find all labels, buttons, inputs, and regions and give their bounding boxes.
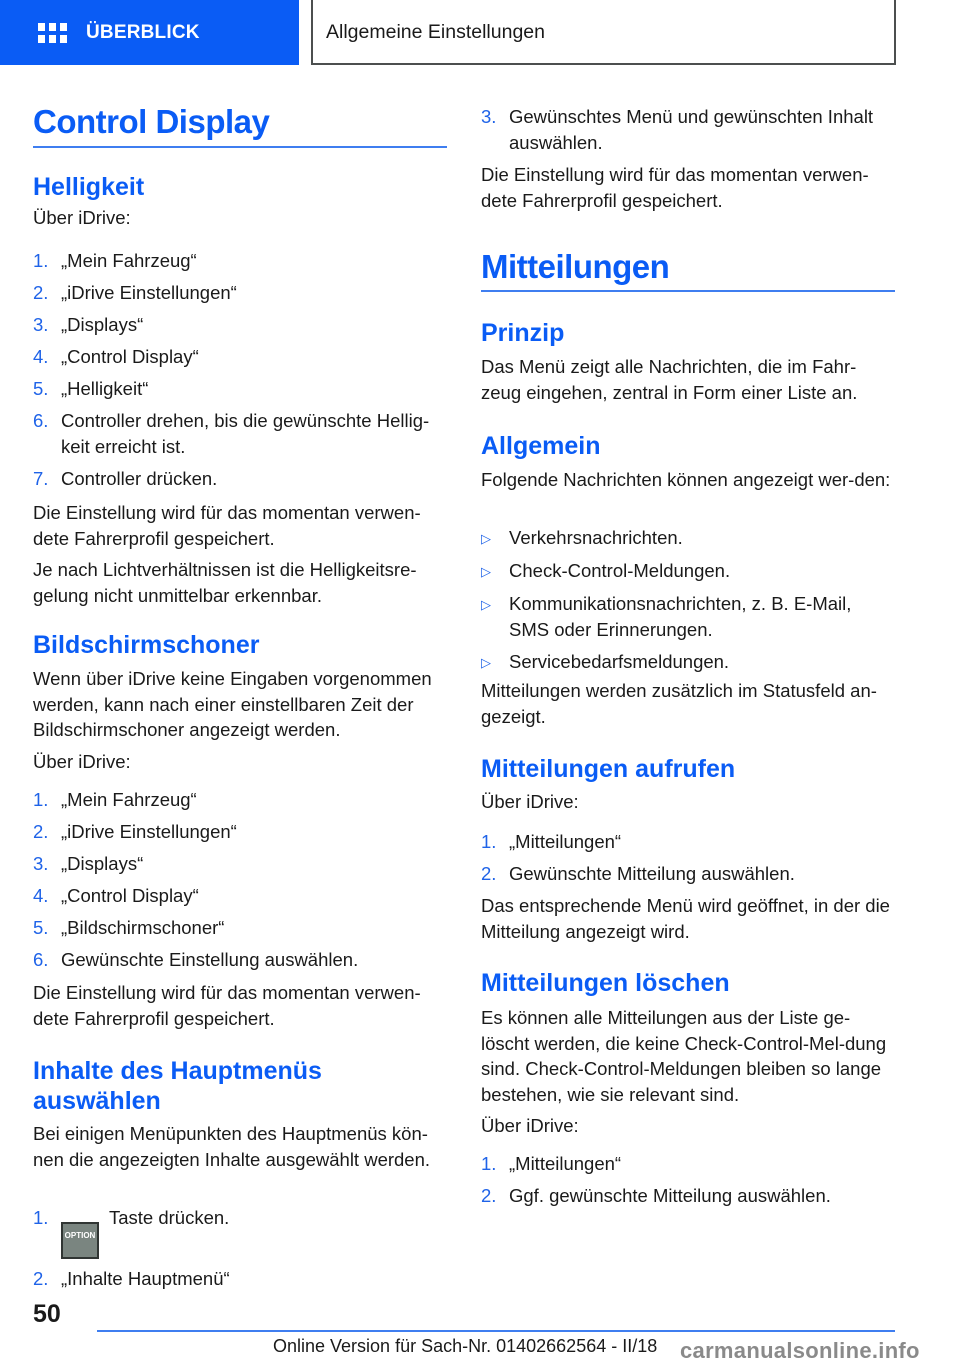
page-number: 50 xyxy=(33,1300,61,1328)
list-item: 4. „Control Display“ xyxy=(33,885,199,906)
breadcrumb[interactable] xyxy=(311,0,896,65)
hauptmenue-steps xyxy=(33,1205,447,1291)
helligkeit-note-2: Je nach Lichtverhältnissen ist die Helligkeitsre-gelung nicht unmittelbar erkennbar. xyxy=(33,559,417,606)
footer-rule xyxy=(97,1330,895,1332)
breadcrumb-label: Allgemeine Einstellungen xyxy=(326,21,545,43)
list-item: 6. Gewünschte Einstellung auswählen. xyxy=(33,949,359,970)
loeschen-via: Über iDrive: xyxy=(481,1115,579,1136)
section-heading-hauptmenue: Inhalte des Hauptmenüs auswählen xyxy=(33,1057,322,1115)
overview-tab-label: ÜBERBLICK xyxy=(86,21,200,43)
bildschirmschoner-intro: Wenn über iDrive keine Eingaben vorgenommen werden, kann nach einer einstellbaren Zeit der Bildschirmschoner angezeigt werden. xyxy=(33,668,432,740)
loeschen-steps xyxy=(481,1151,895,1209)
section-heading-prinzip: Prinzip xyxy=(481,319,565,347)
list-item: 5. „Bildschirmschoner“ xyxy=(33,917,225,938)
allgemein-intro: Folgende Nachrichten können angezeigt wer-den: xyxy=(481,469,891,490)
section-heading-loeschen: Mitteilungen löschen xyxy=(481,969,730,997)
list-item: 1. „Mein Fahrzeug“ xyxy=(33,789,197,810)
list-item: ▷ Servicebedarfsmeldungen. xyxy=(481,649,895,676)
section-title-mitteilungen: Mitteilungen xyxy=(481,248,670,285)
overview-tab[interactable] xyxy=(0,0,299,65)
list-item: 2. „iDrive Einstellungen“ xyxy=(33,821,237,842)
list-item: 3. „Displays“ xyxy=(33,314,144,335)
option-button-icon: OPTION xyxy=(61,1222,99,1259)
grid-icon xyxy=(38,23,66,43)
list-item: ▷ Kommunikationsnachrichten, z. B. E-Mail, SMS oder Erinnerungen. xyxy=(481,591,895,642)
section-heading-bildschirmschoner: Bildschirmschoner xyxy=(33,631,260,659)
online-version-text: Online Version für Sach-Nr. 01402662564 - II/18 xyxy=(273,1336,658,1356)
list-item: 1. „Mein Fahrzeug“ xyxy=(33,250,197,271)
triangle-bullet-icon: ▷ xyxy=(481,531,491,546)
helligkeit-intro: Über iDrive: xyxy=(33,207,131,228)
list-item: 4. „Control Display“ xyxy=(33,346,199,367)
list-item: 1. OPTIONTaste drücken. xyxy=(33,1205,447,1259)
bildschirmschoner-note: Die Einstellung wird für das momentan verwen-dete Fahrerprofil gespeichert. xyxy=(33,982,421,1029)
helligkeit-note-1: Die Einstellung wird für das momentan verwen-dete Fahrerprofil gespeichert. xyxy=(33,502,421,549)
list-item: 2. Ggf. gewünschte Mitteilung auswählen. xyxy=(481,1185,831,1206)
aufrufen-intro: Über iDrive: xyxy=(481,791,579,812)
list-item: 3. „Displays“ xyxy=(33,853,144,874)
list-item: 2. Gewünschte Mitteilung auswählen. xyxy=(481,863,795,884)
list-item: 3. Gewünschtes Menü und gewünschten Inhalt auswählen. xyxy=(481,106,874,153)
triangle-bullet-icon: ▷ xyxy=(481,597,491,612)
list-item: 7. Controller drücken. xyxy=(33,467,218,489)
allgemein-note: Mitteilungen werden zusätzlich im Statusfeld an-gezeigt. xyxy=(481,680,877,727)
section-heading-helligkeit: Helligkeit xyxy=(33,173,145,201)
helligkeit-steps xyxy=(33,248,447,491)
hauptmenue-intro: Bei einigen Menüpunkten des Hauptmenüs kön-nen die angezeigten Inhalte ausgewählt werden. xyxy=(33,1123,431,1170)
triangle-bullet-icon: ▷ xyxy=(481,654,491,670)
list-item: 1. „Mitteilungen“ xyxy=(481,831,622,852)
allgemein-bullets xyxy=(481,525,895,675)
title-rule xyxy=(481,290,895,292)
list-item: 6. Controller drehen, bis die gewünschte Hellig-keit erreicht ist. xyxy=(33,410,430,457)
list-item: ▷ Verkehrsnachrichten. xyxy=(481,525,895,552)
continued-note: Die Einstellung wird für das momentan verwen-dete Fahrerprofil gespeichert. xyxy=(481,164,869,211)
triangle-bullet-icon: ▷ xyxy=(481,564,491,579)
page-title: Control Display xyxy=(33,103,270,140)
list-item: 2. „Inhalte Hauptmenü“ xyxy=(33,1267,230,1289)
section-heading-aufrufen: Mitteilungen aufrufen xyxy=(481,755,736,783)
list-item: 2. „iDrive Einstellungen“ xyxy=(33,282,237,303)
watermark: carmanualsonline.info xyxy=(680,1338,920,1363)
continued-steps xyxy=(481,104,895,155)
section-heading-allgemein: Allgemein xyxy=(481,432,601,460)
bildschirmschoner-steps xyxy=(33,787,447,973)
aufrufen-steps xyxy=(481,829,895,887)
title-rule xyxy=(33,146,447,148)
aufrufen-note: Das entsprechende Menü wird geöffnet, in der die Mitteilung angezeigt wird. xyxy=(481,895,890,942)
prinzip-text: Das Menü zeigt alle Nachrichten, die im Fahr-zeug eingehen, zentral in Form einer Liste an. xyxy=(481,356,858,403)
list-item: ▷ Check-Control-Meldungen. xyxy=(481,558,895,585)
loeschen-intro: Es können alle Mitteilungen aus der Liste ge-löscht werden, die keine Check-Control-Mel-dung sind. Check-Control-Meldungen bleiben so lange bestehen, wie sie relevant sind. xyxy=(481,1007,887,1105)
list-item: 1. „Mitteilungen“ xyxy=(481,1153,622,1174)
bildschirmschoner-via: Über iDrive: xyxy=(33,751,131,772)
list-item: 5. „Helligkeit“ xyxy=(33,378,149,399)
